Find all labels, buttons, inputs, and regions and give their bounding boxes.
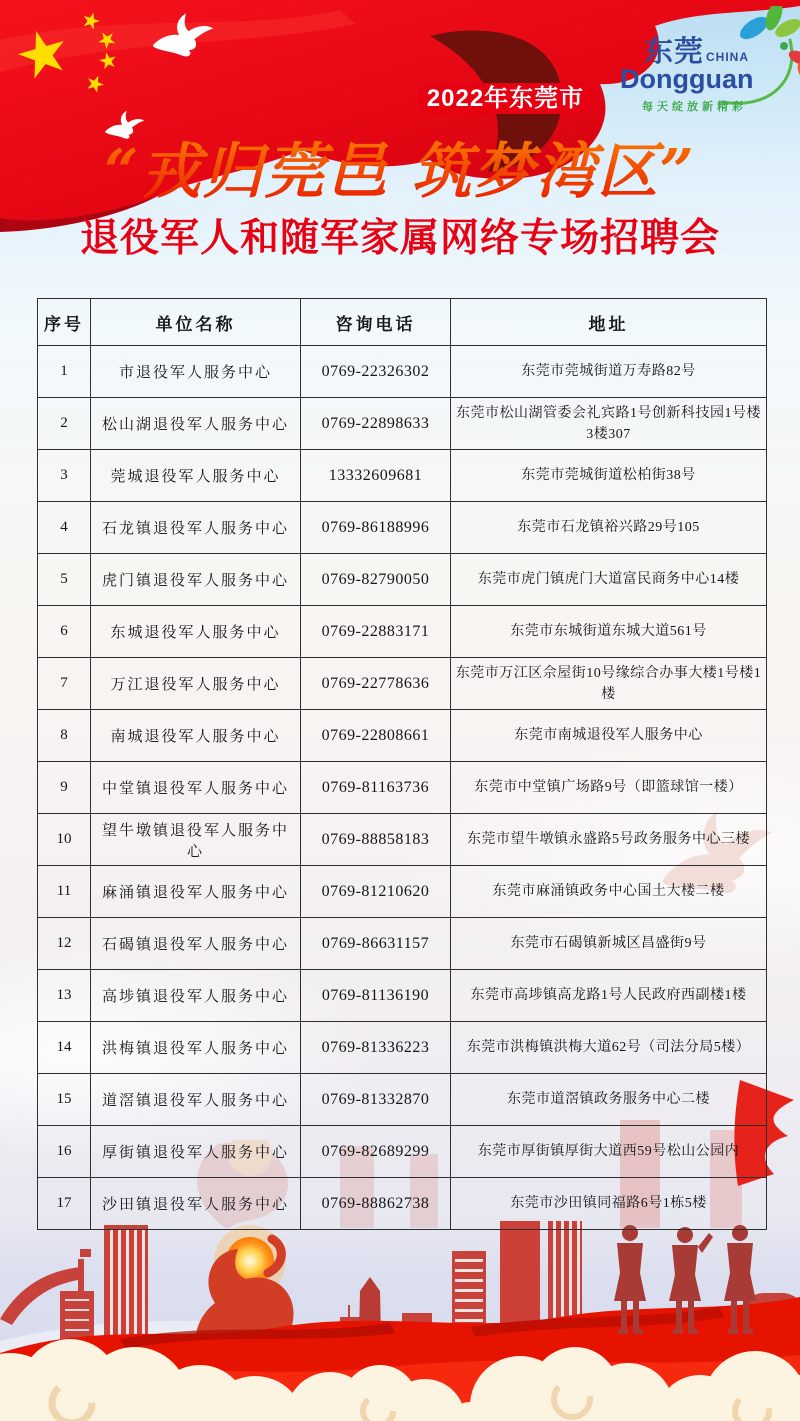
cell-name: 中堂镇退役军人服务中心 bbox=[91, 762, 301, 814]
cell-phone: 0769-81210620 bbox=[301, 866, 451, 918]
table-row bbox=[38, 606, 767, 658]
cell-phone: 0769-22883171 bbox=[301, 606, 451, 658]
year-city-badge: 2022年东莞市 bbox=[418, 83, 593, 114]
cell-name: 石碣镇退役军人服务中心 bbox=[91, 918, 301, 970]
poster-subtitle: 退役军人和随军家属网络专场招聘会 bbox=[79, 217, 720, 260]
header-name: 单位名称 bbox=[91, 299, 301, 346]
cell-phone: 0769-81336223 bbox=[301, 1022, 451, 1074]
table-row bbox=[38, 346, 767, 398]
table-row bbox=[38, 918, 767, 970]
cell-phone: 0769-82689299 bbox=[301, 1126, 451, 1178]
cell-no: 17 bbox=[38, 1178, 91, 1230]
cell-address: 东莞市中堂镇广场路9号（即篮球馆一楼） bbox=[451, 762, 767, 814]
cell-address: 东莞市厚街镇厚街大道西59号松山公园内 bbox=[451, 1126, 767, 1178]
cell-no: 8 bbox=[38, 710, 91, 762]
table-row bbox=[38, 814, 767, 866]
logo-slogan-text: 每天绽放新精彩 bbox=[642, 101, 747, 113]
cell-address: 东莞市松山湖管委会礼宾路1号创新科技园1号楼3楼307 bbox=[451, 398, 767, 450]
table-row bbox=[38, 450, 767, 502]
cell-address: 东莞市石龙镇裕兴路29号105 bbox=[451, 502, 767, 554]
cell-name: 市退役军人服务中心 bbox=[91, 346, 301, 398]
cell-no: 16 bbox=[38, 1126, 91, 1178]
cell-no: 15 bbox=[38, 1074, 91, 1126]
cell-no: 6 bbox=[38, 606, 91, 658]
cell-no: 13 bbox=[38, 970, 91, 1022]
cell-address: 东莞市望牛墩镇永盛路5号政务服务中心三楼 bbox=[451, 814, 767, 866]
table-row bbox=[38, 970, 767, 1022]
cell-phone: 0769-88858183 bbox=[301, 814, 451, 866]
cell-name: 东城退役军人服务中心 bbox=[91, 606, 301, 658]
cell-phone: 13332609681 bbox=[301, 450, 451, 502]
table-row bbox=[38, 658, 767, 710]
table-row bbox=[38, 1126, 767, 1178]
header-phone: 咨询电话 bbox=[301, 299, 451, 346]
table-row bbox=[38, 1022, 767, 1074]
logo-en-text: Dongguan bbox=[620, 64, 754, 94]
cell-no: 5 bbox=[38, 554, 91, 606]
cell-phone: 0769-82790050 bbox=[301, 554, 451, 606]
skyline-illustration bbox=[0, 1221, 800, 1421]
cell-no: 2 bbox=[38, 398, 91, 450]
table-row bbox=[38, 1178, 767, 1230]
cell-no: 9 bbox=[38, 762, 91, 814]
cell-address: 东莞市沙田镇同福路6号1栋5楼 bbox=[451, 1178, 767, 1230]
cell-phone: 0769-22778636 bbox=[301, 658, 451, 710]
cell-name: 莞城退役军人服务中心 bbox=[91, 450, 301, 502]
cell-address: 东莞市麻涌镇政务中心国土大楼二楼 bbox=[451, 866, 767, 918]
cell-address: 东莞市洪梅镇洪梅大道62号（司法分局5楼） bbox=[451, 1022, 767, 1074]
cell-no: 12 bbox=[38, 918, 91, 970]
cell-address: 东莞市石碣镇新城区昌盛街9号 bbox=[451, 918, 767, 970]
cell-address: 东莞市东城街道东城大道561号 bbox=[451, 606, 767, 658]
table-header-row bbox=[38, 299, 767, 346]
cell-phone: 0769-86631157 bbox=[301, 918, 451, 970]
cell-name: 望牛墩镇退役军人服务中心 bbox=[91, 814, 301, 866]
cell-no: 1 bbox=[38, 346, 91, 398]
header-address: 地址 bbox=[451, 299, 767, 346]
table-row bbox=[38, 502, 767, 554]
cell-name: 沙田镇退役军人服务中心 bbox=[91, 1178, 301, 1230]
table-row bbox=[38, 554, 767, 606]
cell-phone: 0769-22898633 bbox=[301, 398, 451, 450]
table-row bbox=[38, 762, 767, 814]
poster-title: “戎归莞邑 筑梦湾区” bbox=[0, 124, 800, 210]
cell-name: 道滘镇退役军人服务中心 bbox=[91, 1074, 301, 1126]
cell-name: 万江退役军人服务中心 bbox=[91, 658, 301, 710]
dongguan-logo bbox=[612, 12, 800, 124]
cell-address: 东莞市莞城街道松柏街38号 bbox=[451, 450, 767, 502]
cell-name: 石龙镇退役军人服务中心 bbox=[91, 502, 301, 554]
cell-name: 麻涌镇退役军人服务中心 bbox=[91, 866, 301, 918]
cell-name: 虎门镇退役军人服务中心 bbox=[91, 554, 301, 606]
cell-phone: 0769-88862738 bbox=[301, 1178, 451, 1230]
cell-name: 南城退役军人服务中心 bbox=[91, 710, 301, 762]
cell-name: 厚街镇退役军人服务中心 bbox=[91, 1126, 301, 1178]
cell-phone: 0769-81332870 bbox=[301, 1074, 451, 1126]
table-row bbox=[38, 398, 767, 450]
cell-no: 10 bbox=[38, 814, 91, 866]
table-row bbox=[38, 866, 767, 918]
cell-name: 松山湖退役军人服务中心 bbox=[91, 398, 301, 450]
cell-address: 东莞市高埗镇高龙路1号人民政府西副楼1楼 bbox=[451, 970, 767, 1022]
logo-china-text: CHINA bbox=[706, 50, 750, 64]
cell-no: 7 bbox=[38, 658, 91, 710]
cell-phone: 0769-81136190 bbox=[301, 970, 451, 1022]
cell-phone: 0769-81163736 bbox=[301, 762, 451, 814]
cell-name: 高埗镇退役军人服务中心 bbox=[91, 970, 301, 1022]
cell-address: 东莞市道滘镇政务服务中心二楼 bbox=[451, 1074, 767, 1126]
logo-cn-text: 东莞 CHINA bbox=[644, 36, 750, 68]
cell-phone: 0769-86188996 bbox=[301, 502, 451, 554]
cell-phone: 0769-22326302 bbox=[301, 346, 451, 398]
table-row bbox=[38, 1074, 767, 1126]
contact-table bbox=[37, 298, 767, 1230]
cell-address: 东莞市万江区佘屋街10号缘综合办事大楼1号楼1楼 bbox=[451, 658, 767, 710]
cell-address: 东莞市莞城街道万寿路82号 bbox=[451, 346, 767, 398]
cell-no: 4 bbox=[38, 502, 91, 554]
table-row bbox=[38, 710, 767, 762]
cell-address: 东莞市虎门镇虎门大道富民商务中心14楼 bbox=[451, 554, 767, 606]
cell-phone: 0769-22808661 bbox=[301, 710, 451, 762]
cell-no: 3 bbox=[38, 450, 91, 502]
cell-address: 东莞市南城退役军人服务中心 bbox=[451, 710, 767, 762]
cell-no: 11 bbox=[38, 866, 91, 918]
cell-name: 洪梅镇退役军人服务中心 bbox=[91, 1022, 301, 1074]
header-no: 序号 bbox=[38, 299, 91, 346]
cell-no: 14 bbox=[38, 1022, 91, 1074]
